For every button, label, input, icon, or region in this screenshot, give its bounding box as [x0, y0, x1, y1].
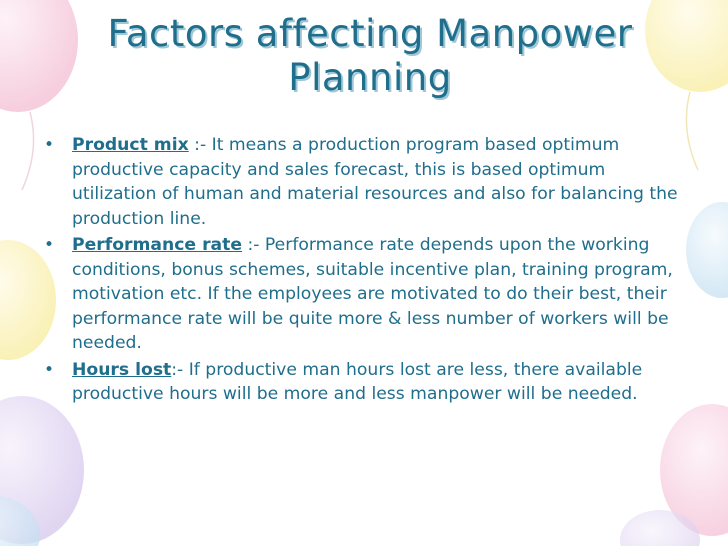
- description-product-mix: :- It means a production program based optimum productive capacity and sales forecast, this is based optimum utilization of human and material resources and also for balancing the production line.: [72, 135, 678, 229]
- slide-title: Factors affecting Manpower Planning: [107, 12, 633, 99]
- list-item-hours-lost: [44, 358, 694, 407]
- bullet-icon: •: [44, 235, 55, 255]
- term-product-mix: Product mix: [72, 135, 189, 155]
- term-performance-rate: Performance rate: [72, 235, 243, 255]
- term-hours-lost: Hours lost: [72, 359, 172, 380]
- list-item-performance-rate: [44, 233, 694, 356]
- bullet-icon: •: [44, 135, 55, 155]
- bullet-list: [44, 133, 694, 409]
- bullet-icon: •: [44, 359, 55, 380]
- description-hours-lost: :- If productive man hours lost are less, there available productive hours will be more and less manpower will be needed.: [72, 359, 643, 404]
- list-item-product-mix: [44, 133, 694, 231]
- description-performance-rate: :- Performance rate depends upon the working conditions, bonus schemes, suitable incentive plan, training program, motivation etc. If the employees are motivated to do their best, their performance rate will be quite more & less number of workers will be needed.: [72, 235, 673, 353]
